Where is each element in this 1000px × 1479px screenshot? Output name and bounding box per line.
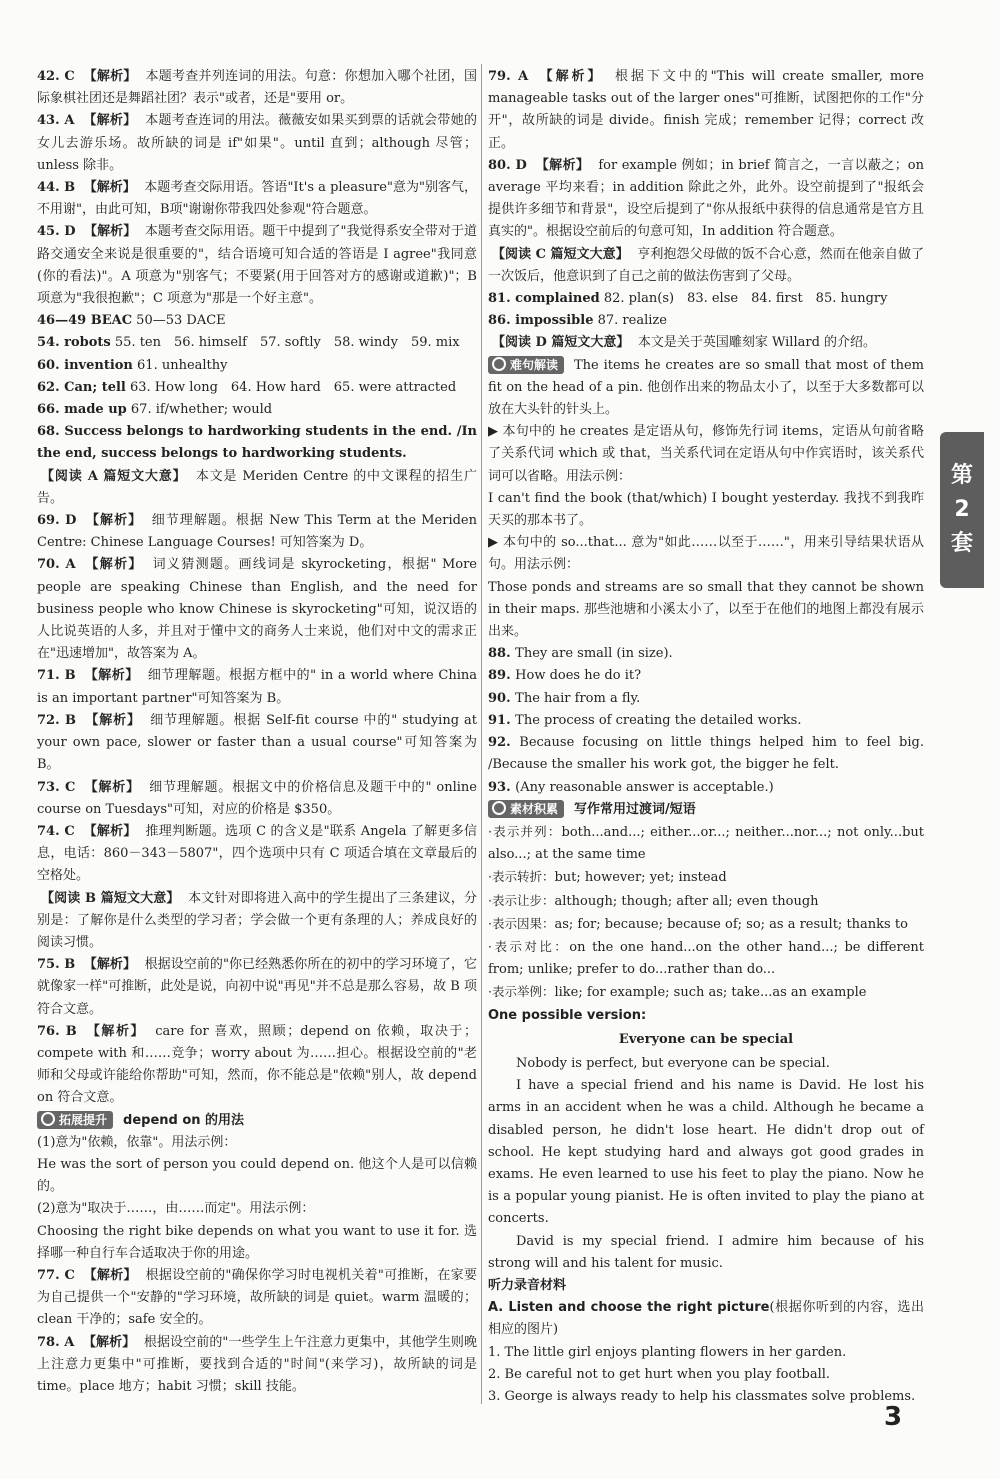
answer-item xyxy=(37,66,477,110)
answer-text: 根据设空前的"确保你学习时电视机关着"可推断，在家要为自己提供一个"安静的"学习环境，故所缺的词是 quiet。warm 温暖的；clean 干净的；safe 安全的。 xyxy=(37,1267,477,1328)
answer-text: care for 喜欢，照顾；depend on 依赖，取决于；compete with 和……竞争；worry about 为……担心。根据设空前的"老师和父母或许能给你帮助"可知，然而，你不能总是"依赖"别人，故 depend on 符合文意。 xyxy=(37,1023,478,1106)
magnifier-icon xyxy=(41,1112,55,1126)
transition-words: on the one hand...on the other hand...; be different from; unlike; prefer to do...rather than do... xyxy=(488,939,925,978)
badge-label: 难句解读 xyxy=(510,357,559,372)
answer-text: 61. unhealthy xyxy=(132,357,228,373)
answer-item xyxy=(488,310,924,332)
expand-line: (1)意为"依赖，依靠"。用法示例： xyxy=(37,1134,237,1150)
transition-category: ·表示对比： xyxy=(488,938,570,954)
answer-tag: 【解析】 xyxy=(79,557,149,573)
set-tab xyxy=(940,432,984,588)
answer-text: 细节理解题。根据文中的价格信息及题干中的" online course on Tuesdays"可知，对应的价格是 $350。 xyxy=(37,779,477,817)
answer-number: 45. xyxy=(37,224,60,240)
answer-tag: 【解析】 xyxy=(79,957,141,973)
answer-tag: 【解析】 xyxy=(78,1334,140,1350)
column-divider xyxy=(481,64,482,1404)
hard-sentence-box xyxy=(488,355,924,644)
answer-item xyxy=(37,421,477,465)
set-tab-char: 2 xyxy=(954,497,970,522)
right-column xyxy=(488,66,924,1408)
answer-text: 词义猜测题。画线词是 skyrocketing，根据" More people are speaking Chinese than English, and the need for business people who know Chinese is skyrocketing"可知，说汉语的人比说英语的人多，并且对于懂中文的商务人士来说，他们对中文的需求正在"迅速增加"，故答案为 A。 xyxy=(37,557,478,662)
answer-choice: Can; tell xyxy=(59,379,126,395)
answer-item xyxy=(488,665,924,687)
answer-text: 63. How long 64. How hard 65. were attracted xyxy=(125,379,457,395)
answer-number: 80. xyxy=(488,157,511,173)
hard-sentence-line: I can't find the book (that/which) I bought yesterday. 我找不到我昨天买的那本书了。 xyxy=(488,490,924,529)
answer-number: 44. xyxy=(37,180,60,196)
answer-item xyxy=(37,177,477,221)
answer-choice: invention xyxy=(59,357,133,373)
transition-item xyxy=(488,890,924,913)
answer-choice: B xyxy=(59,668,76,684)
transition-words: but; however; yet; instead xyxy=(554,870,727,886)
answer-item xyxy=(37,954,477,1021)
badge-label: 素材积累 xyxy=(510,801,559,816)
answer-number: 66. xyxy=(37,402,60,418)
transition-category: ·表示让步： xyxy=(488,892,555,908)
answer-text: 87. realize xyxy=(593,313,667,329)
answer-tag: 【解析】 xyxy=(78,823,142,839)
answer-tag: 【解析】 xyxy=(80,1023,152,1039)
answer-tag: 【阅读 D 篇短文大意】 xyxy=(492,335,634,351)
answer-number: 54. xyxy=(37,335,60,351)
answer-item xyxy=(488,732,924,776)
answer-item xyxy=(37,377,477,399)
expand-line: Choosing the right bike depends on what you want to use it for. 选择哪一种自行车合适取决于你的用途。 xyxy=(37,1223,477,1261)
listening-label: 听力录音材料 xyxy=(488,1277,567,1293)
answer-text: 50—53 DACE xyxy=(132,313,226,329)
answer-number: 68. xyxy=(37,424,60,440)
answer-text: 55. ten 56. himself 57. softly 58. windy 59. mix xyxy=(110,335,460,351)
answer-number: 74. xyxy=(37,823,60,839)
answer-item xyxy=(37,221,477,310)
answer-number: 42. xyxy=(37,69,60,84)
answer-choice: D xyxy=(59,513,77,529)
section-badge xyxy=(488,356,564,374)
answer-tag: 【解析】 xyxy=(79,668,144,684)
answer-choice: A xyxy=(59,1334,75,1350)
transition-item xyxy=(488,866,924,889)
answer-text: 细节理解题。根据 Self-fit course 中的" studying at your own pace, slower or faster than a usual course"可知答案为 B。 xyxy=(37,712,477,773)
transition-category: ·表示因果： xyxy=(488,915,555,931)
answer-tag: 【解析】 xyxy=(79,180,141,196)
passage-summary xyxy=(37,466,477,510)
answer-tag: 【阅读 A 篇短文大意】 xyxy=(41,468,192,484)
answer-number: 90. xyxy=(488,690,516,706)
answer-item xyxy=(37,110,477,177)
answer-item xyxy=(37,665,477,709)
material-header xyxy=(488,799,924,821)
answer-choice: C xyxy=(59,779,76,795)
answer-choice: B xyxy=(59,957,76,973)
answer-text: 推理判断题。选项 C 的含义是"联系 Angela 了解更多信息，电话：860－343－5807"，四个选项中只有 C 项适合填在文章最后的空格处。 xyxy=(37,823,478,884)
transition-words: both...and...; either...or...; neither...nor...; not only...but also...; at the same time xyxy=(488,824,924,863)
answer-item xyxy=(37,310,477,332)
answer-number: 86. xyxy=(488,313,511,329)
answer-text: 67. if/whether; would xyxy=(126,402,273,418)
answer-number: 88. xyxy=(488,646,516,662)
answer-choice: robots xyxy=(59,335,111,351)
answer-text: 亨利抱怨父母做的饭不合心意，然而在他亲自做了一次饭后，他意识到了自己之前的做法伤害到了父母。 xyxy=(488,246,924,284)
essay-paragraph: Nobody is perfect, but everyone can be special. xyxy=(516,1055,830,1071)
section-badge xyxy=(37,1111,113,1129)
badge-label: 拓展提升 xyxy=(59,1112,108,1127)
answer-tag: 【解析】 xyxy=(79,779,146,795)
answer-number: 92. xyxy=(488,735,520,751)
answer-item xyxy=(37,332,477,354)
passage-summary xyxy=(488,332,924,354)
answer-item xyxy=(37,821,477,888)
transition-item xyxy=(488,821,924,866)
answer-item xyxy=(37,510,477,554)
answer-choice: B xyxy=(59,712,76,728)
answer-choice: D xyxy=(510,157,527,173)
answer-tag: 【解析】 xyxy=(532,69,611,84)
answer-item xyxy=(488,288,924,310)
section-badge xyxy=(488,800,564,818)
answer-text: 本题考查连词的用法。薇薇安如果买到票的话就会带她的女儿去游乐场。故所缺的词是 if"如果"。until 直到；although 尽管；unless 除非。 xyxy=(37,113,477,173)
answer-text: 本题考查交际用语。题干中提到了"我觉得系安全带对于道路交通安全来说是很重要的"，结合语境可知合适的答语是 I agree"我同意(你的看法)"。A 项意为"别客气；不要紧(用于回答对方的感谢或道歉)"；B 项意为"我很抱歉"；C 项意为"那是一个好主意"。 xyxy=(37,224,477,307)
answer-tag: 【解析】 xyxy=(79,224,141,240)
answer-number: 81. xyxy=(488,291,511,307)
answer-choice: D xyxy=(59,224,76,240)
essay-paragraph: I have a special friend and his name is David. He lost his arms in an accident when he was a child. Although he became a disabled person, he didn't lose heart. He didn't drop out of school. He kept studying hard and always got good grades in exams. He even learned to use his feet to play the piano. Now he is a popular young pianist. He is often invited to play the piano at concerts. xyxy=(488,1078,924,1227)
answer-choice: B xyxy=(59,1023,77,1039)
essay-paragraph: David is my special friend. I admire him because of his strong will and his talent for music. xyxy=(488,1233,924,1271)
answer-choice: BEAC xyxy=(86,313,133,329)
answer-tag: 【解析】 xyxy=(530,157,595,173)
answer-item xyxy=(37,1021,477,1110)
answer-tag: 【阅读 B 篇短文大意】 xyxy=(41,890,185,906)
page-number: 3 xyxy=(884,1402,903,1432)
answer-choice: made up xyxy=(59,402,127,418)
answer-number: 78. xyxy=(37,1334,60,1350)
answer-number: 93. xyxy=(488,779,516,795)
expand-header xyxy=(37,1110,477,1132)
listening-line: 3. George is always ready to help his classmates solve problems. xyxy=(488,1388,916,1404)
answer-text: 细节理解题。根据 New This Term at the Meriden Centre: Chinese Language Courses! 可知答案为 D。 xyxy=(37,513,477,551)
answer-text: They are small (in size). xyxy=(515,646,673,662)
transition-category: ·表示转折： xyxy=(488,869,555,885)
answer-number: 79. xyxy=(488,69,511,84)
magnifier-icon xyxy=(492,357,506,371)
listening-section-cn: (根据你听到的内容，选出相应的图片) xyxy=(488,1300,924,1338)
hard-sentence-line: Those ponds and streams are so small that they cannot be shown in their maps. 那些池塘和小溪太小了，以至于在他们的地图上都没有展示出来。 xyxy=(488,579,924,640)
transition-words: like; for example; such as; take...as an example xyxy=(554,985,867,1001)
answer-text: 根据设空前的"一些学生上午注意力更集中，其他学生则晚上注意力更集中"可推断，要找到合适的"时间"(来学习)，故所缺的词是 time。place 地方；habit 习惯；skill 技能。 xyxy=(37,1334,477,1394)
answer-choice: complained xyxy=(510,291,600,307)
answer-text: The process of creating the detailed works. xyxy=(515,712,802,728)
transition-words: as; for; because; because of; so; as a result; thanks to xyxy=(554,916,908,932)
answer-text: for example 例如；in brief 简言之，一言以蔽之；on average 平均来看；in addition 除此之外，此外。设空前提到了"报纸会提供许多细节和背景"，设空后提到了"你从报纸中获得的信息通常是官方且真实的"。根据设空前后的句意可知，In addition 符合题意。 xyxy=(488,157,924,240)
answer-tag: 【解析】 xyxy=(80,712,147,728)
answer-choice: Success belongs to hardworking students in the end. /In the end, success belongs to hardworking students. xyxy=(37,424,477,462)
transition-words: although; though; after all; even though xyxy=(554,893,819,909)
answer-item xyxy=(37,399,477,421)
answer-choice: C xyxy=(59,823,75,839)
answer-tag: 【解析】 xyxy=(78,113,142,129)
expand-title: depend on 的用法 xyxy=(123,1112,245,1128)
essay-title: Everyone can be special xyxy=(618,1031,794,1047)
answer-tag: 【解析】 xyxy=(80,513,148,529)
expand-line: He was the sort of person you could depend on. 他这个人是可以信赖的。 xyxy=(37,1156,477,1195)
listening-section xyxy=(488,1297,924,1341)
hard-sentence-lead xyxy=(488,355,924,422)
answer-text: 根据设空前的"你已经熟悉你所在的初中的学习环境了，它就像家一样"可推断，此处是说，向初中说"再见"并不总是那么容易，故 B 项符合文意。 xyxy=(37,957,478,1017)
answer-text: 本文是关于英国雕刻家 Willard 的介绍。 xyxy=(637,335,877,351)
answer-text: 根据下文中的"This will create smaller, more manageable tasks out of the larger ones"可推断，试图把你的工作"分开"，故所缺的词是 divide。finish 完成；remember 记得；correct 改正。 xyxy=(488,69,924,151)
answer-tag: 【解析】 xyxy=(78,69,142,84)
answer-number: 72. xyxy=(37,712,60,728)
answer-item xyxy=(37,355,477,377)
answer-tag: 【阅读 C 篇短文大意】 xyxy=(492,246,634,262)
magnifier-icon xyxy=(492,801,506,815)
material-box xyxy=(488,799,924,1005)
material-title: 写作常用过渡词/短语 xyxy=(574,801,696,817)
answer-text: 本文针对即将进入高中的学生提出了三条建议，分别是：了解你是什么类型的学习者；学会做一个更有条理的人；养成良好的阅读习惯。 xyxy=(37,890,477,950)
answer-choice: A xyxy=(59,113,75,129)
answer-item xyxy=(37,777,477,821)
transition-category: ·表示举例： xyxy=(488,984,555,1000)
answer-number: 70. xyxy=(37,557,60,573)
answer-item xyxy=(488,688,924,710)
answer-item xyxy=(37,554,477,665)
essay-label: One possible version: xyxy=(488,1007,647,1023)
answer-choice: A xyxy=(510,69,529,84)
left-column xyxy=(37,66,477,1398)
answer-item xyxy=(488,155,924,244)
transition-item xyxy=(488,981,924,1004)
answer-choice: A xyxy=(59,557,76,573)
hard-sentence-line: ▶ 本句中的 so...that... 意为"如此……以至于……"，用来引导结果状语从句。用法示例： xyxy=(488,535,924,573)
transition-item xyxy=(488,913,924,936)
answer-choice: B xyxy=(59,180,76,196)
answer-number: 77. xyxy=(37,1267,60,1283)
answer-number: 76. xyxy=(37,1023,60,1039)
answer-tag: 【解析】 xyxy=(78,1267,142,1283)
answer-item xyxy=(37,710,477,777)
answer-number: 89. xyxy=(488,668,516,684)
answer-number: 69. xyxy=(37,513,60,529)
transition-item xyxy=(488,936,924,981)
answer-text: The hair from a fly. xyxy=(515,690,641,706)
answer-text: (Any reasonable answer is acceptable.) xyxy=(515,779,774,795)
answer-number: 91. xyxy=(488,712,516,728)
transition-category: ·表示并列： xyxy=(488,823,562,839)
answer-number: 62. xyxy=(37,379,60,395)
answer-choice: C xyxy=(59,69,75,84)
set-tab-char: 第 xyxy=(950,463,973,488)
answer-choice: impossible xyxy=(510,313,594,329)
answer-item xyxy=(488,643,924,665)
answer-number: 60. xyxy=(37,357,60,373)
listening-line: 1. The little girl enjoys planting flowers in her garden. xyxy=(488,1344,847,1360)
set-tab-char: 套 xyxy=(950,531,973,556)
passage-summary xyxy=(488,244,924,288)
answer-text: 82. plan(s) 83. else 84. first 85. hungry xyxy=(599,291,888,307)
answer-text: 本题考查交际用语。答语"It's a pleasure"意为"别客气，不用谢"，由此可知，B项"谢谢你带我四处参观"符合题意。 xyxy=(37,180,477,218)
answer-text: How does he do it? xyxy=(515,668,642,684)
passage-summary xyxy=(37,888,477,955)
answer-number: 71. xyxy=(37,668,60,684)
answer-item xyxy=(488,777,924,799)
answer-number: 73. xyxy=(37,779,60,795)
answer-item xyxy=(37,1265,477,1332)
expand-box xyxy=(37,1110,477,1265)
listening-section-title: A. Listen and choose the right picture xyxy=(488,1300,770,1316)
answer-number: 43. xyxy=(37,113,60,129)
hard-sentence-line: ▶ 本句中的 he creates 是定语从句，修饰先行词 items，定语从句前省略了关系代词 which 或 that，当关系代词在定语从句中作宾语时，该关系代词可以省略。用法示例： xyxy=(488,424,924,484)
answer-choice: C xyxy=(59,1267,75,1283)
answer-text: Because focusing on little things helped him to feel big. /Because the smaller his work got, the bigger he felt. xyxy=(488,735,924,773)
listening-line: 2. Be careful not to get hurt when you play football. xyxy=(488,1366,831,1382)
answer-number: 46—49 xyxy=(37,313,87,329)
answer-item xyxy=(488,66,924,155)
hard-sentence-text: The items he creates are so small that most of them fit on the head of a pin. 他创作出来的物品太小了，以至于大多数都可以放在大头针的针头上。 xyxy=(488,357,924,418)
answer-text: 本题考查并列连词的用法。句意：你想加入哪个社团，国际象棋社团还是舞蹈社团？表示"或者，还是"要用 or。 xyxy=(37,69,477,107)
expand-line: (2)意为"取决于……，由……而定"。用法示例： xyxy=(37,1201,315,1217)
answer-item xyxy=(37,1332,477,1399)
answer-text: 细节理解题。根据方框中的" in a world where China is an important partner"可知答案为 B。 xyxy=(37,668,477,706)
answer-item xyxy=(488,710,924,732)
answer-number: 75. xyxy=(37,957,60,973)
answer-text: 本文是 Meriden Centre 的中文课程的招生广告。 xyxy=(37,468,477,506)
